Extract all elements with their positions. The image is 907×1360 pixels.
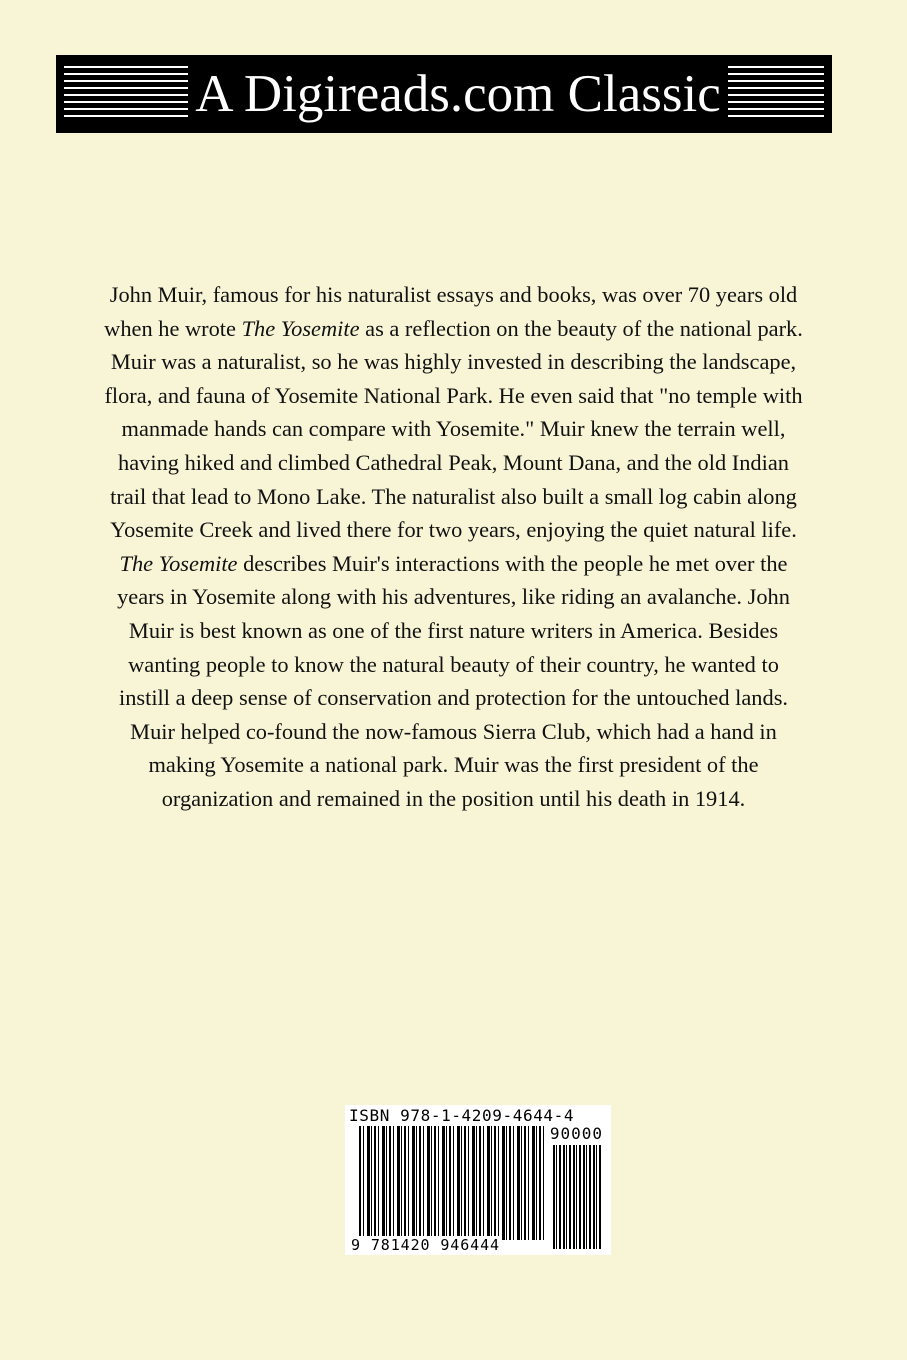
banner-stripes-left	[64, 66, 188, 122]
barcode-digits: 9 781420 946444	[351, 1236, 500, 1254]
barcode-bars-addon	[553, 1145, 603, 1249]
banner-stripes-right	[728, 66, 824, 122]
description-text-3: describes Muir's interactions with the people he met over the years in Yosemite along with his adventures, like riding an avalanche. John Muir is best known as one of the first nature writers in America. Besides wanting people to know the natural beauty of their country, he wanted to instill a deep sense of conservation and protection for the untouched lands. Muir helped co-found the now-famous Sierra Club, which had a hand in making Yosemite a national park. Muir was the first president of the organization and remained in the position until his death in 1914.	[117, 550, 790, 811]
description-text-2: as a reflection on the beauty of the national park. Muir was a naturalist, so he was highly invested in describing the landscape, flora, and fauna of Yosemite National Park. He even said that "no temple with manmade hands can compare with Yosemite." Muir knew the terrain well, having hiked and climbed Cathedral Peak, Mount Dana, and the old Indian trail that lead to Mono Lake. The naturalist also built a small log cabin along Yosemite Creek and lived there for two years, enjoying the quiet natural life.	[104, 315, 803, 543]
book-description	[100, 278, 807, 816]
description-text-1: John Muir, famous for his naturalist essays and books, was over 70 years old when he wrote	[104, 282, 798, 341]
isbn-number: ISBN 978-1-4209-4644-4	[349, 1106, 575, 1125]
barcode-bars-main	[359, 1126, 545, 1240]
price-code: 90000	[549, 1124, 603, 1143]
book-title-italic-1: The Yosemite	[241, 315, 360, 341]
series-title: A Digireads.com Classic	[188, 55, 728, 133]
isbn-barcode	[345, 1105, 611, 1255]
book-title-italic-2: The Yosemite	[119, 550, 238, 576]
series-banner	[56, 55, 832, 133]
